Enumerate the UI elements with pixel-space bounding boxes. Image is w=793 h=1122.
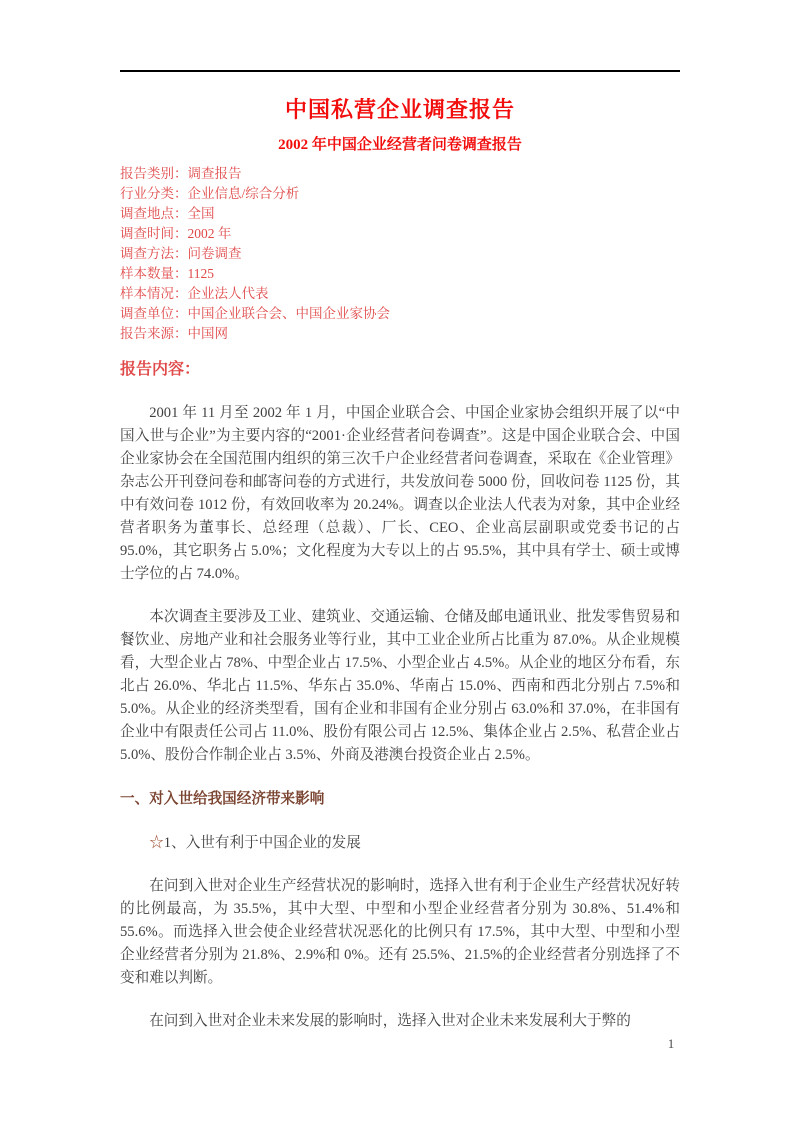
subsection-title: 1、入世有利于中国企业的发展 [163, 835, 361, 851]
paragraph-overview: 2001 年 11 月至 2002 年 1 月，中国企业联合会、中国企业家协会组织开展了以“中国入世与企业”为主要内容的“2001·企业经营者问卷调查”。这是中国企业联合会、中国企业家协会在全国范围内组织的第三次千户企业经营者问卷调查，采取在《企业管理》杂志公开刊登问卷和邮寄问卷的方式进行，共发放问卷 5000 份，回收问卷 1125 份，其中有效问卷 1012 份，有效回收率为 20.24%。调查以企业法人代表为对象，其中企业经营者职务为董事长、总经理（总裁）、厂长、CEO、企业高层副职或党委书记的占 95.0%，其它职务占 5.0%；文化程度为大专以上的占 95.5%，其中具有学士、硕士或博士学位的占 74.0%。 [120, 405, 680, 582]
meta-row-sample-info [120, 284, 680, 304]
meta-row-industry [120, 184, 680, 204]
meta-value: 全国 [187, 206, 215, 221]
meta-value: 问卷调查 [187, 246, 242, 261]
meta-label: 样本情况： [120, 286, 188, 301]
meta-row-time [120, 224, 680, 244]
meta-label: 报告来源： [120, 326, 188, 341]
meta-label: 报告类别： [120, 166, 188, 181]
paragraph-scope: 本次调查主要涉及工业、建筑业、交通运输、仓储及邮电通讯业、批发零售贸易和餐饮业、房地产业和社会服务业等行业，其中工业企业所占比重为 87.0%。从企业规模看，大型企业占 78%、中型企业占 17.5%、小型企业占 4.5%。从企业的地区分布看，东北占 26.0%、华北占 11.5%、华东占 35.0%、华南占 15.0%、西南和西北分别占 7.5%和 5.0%。从企业的经济类型看，国有企业和非国有企业分别占 63.0%和 37.0%，在非国有企业中有限责任公司占 11.0%、股份有限公司占 12.5%、集体企业占 2.5%、私营企业占 5.0%、股份合作制企业占 3.5%、外商及港澳台投资企业占 2.5%。 [120, 609, 680, 763]
section-heading: 一、对入世给我国经济带来影响 [120, 791, 325, 807]
meta-label: 调查时间： [120, 226, 188, 241]
meta-label: 样本数量： [120, 266, 188, 281]
content-heading: 报告内容： [120, 361, 201, 378]
meta-value: 企业法人代表 [187, 286, 269, 301]
meta-row-location [120, 204, 680, 224]
meta-row-survey-org [120, 304, 680, 324]
meta-value: 2002 年 [187, 226, 232, 241]
report-meta [120, 164, 680, 344]
meta-label: 行业分类： [120, 186, 188, 201]
meta-row-source [120, 324, 680, 344]
meta-value: 调查报告 [187, 166, 242, 181]
meta-label: 调查单位： [120, 306, 188, 321]
star-icon: ☆ [149, 835, 164, 851]
report-title: 中国私营企业调查报告 [284, 97, 515, 122]
meta-row-sample-size [120, 264, 680, 284]
meta-label: 调查地点： [120, 206, 188, 221]
paragraph-impact: 在问到入世对企业生产经营状况的影响时，选择入世有利于企业生产经营状况好转的比例最高，为 35.5%，其中大型、中型和小型企业经营者分别为 30.8%、51.4%和 55.6%。而选择入世会使企业经营状况恶化的比例只有 17.5%，其中大型、中型和小型企业经营者分别为 21.8%、2.9%和 0%。还有 25.5%、21.5%的企业经营者分别选择了不变和难以判断。 [120, 878, 680, 986]
subsection-heading [120, 832, 680, 855]
meta-value: 1125 [187, 266, 214, 281]
page-number: 1 [667, 1036, 675, 1051]
meta-row-report-type [120, 164, 680, 184]
meta-label: 调查方法： [120, 246, 188, 261]
document-content [120, 0, 680, 1033]
meta-value: 企业信息/综合分析 [187, 186, 300, 201]
meta-value: 中国企业联合会、中国企业家协会 [187, 306, 390, 321]
meta-value: 中国网 [187, 326, 228, 341]
meta-row-method [120, 244, 680, 264]
report-subtitle: 2002 年中国企业经营者问卷调查报告 [278, 137, 522, 153]
paragraph-future: 在问到入世对企业未来发展的影响时，选择入世对企业未来发展利大于弊的 [149, 1013, 631, 1029]
